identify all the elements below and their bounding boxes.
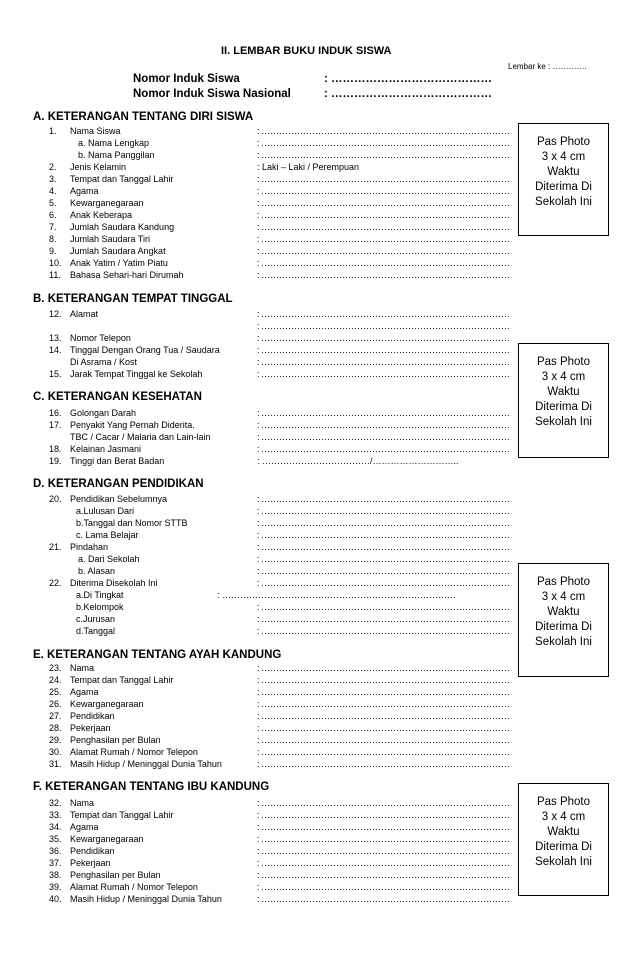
field-label: Penghasilan per Bulan [70, 735, 161, 745]
field-row: 16. Golongan Darah : …………………………………………………………………………………………………………………… [0, 408, 638, 419]
field-label: Jumlah Saudara Tiri [70, 234, 151, 244]
field-label: Kewarganegaraan [70, 198, 144, 208]
fill-line[interactable] [261, 432, 511, 443]
fill-line[interactable] [261, 602, 511, 613]
field-label: Alamat [70, 309, 99, 319]
fill-line[interactable] [261, 345, 511, 356]
field-label: c. Lama Belajar [76, 530, 139, 540]
fill-line[interactable] [261, 723, 511, 734]
field-row: 19. Tinggi dan Berat Badan : ………………………………/……………………….. [49, 456, 459, 466]
field-row: : …………………………………………………………………………………………………………………… [0, 321, 638, 332]
field-row: c.Jurusan : …………………………………………………………………………………………………………………… [0, 614, 638, 625]
fill-line[interactable] [261, 759, 511, 770]
field-row: 4. Agama : …………………………………………………………………………………………………………………… [0, 186, 638, 197]
field-label: Agama [70, 687, 99, 697]
field-row: 40. Masih Hidup / Meninggal Dunia Tahun : …………………………………………………………………………………………………………………… [0, 894, 638, 905]
field-row: 5. Kewarganegaraan : …………………………………………………………………………………………………………………… [0, 198, 638, 209]
field-row: 33. Tempat dan Tanggal Lahir : …………………………………………………………………………………………………………………… [0, 810, 638, 821]
field-row: 30. Alamat Rumah / Nomor Telepon : …………………………………………………………………………………………………………………… [0, 747, 638, 758]
fill-line[interactable] [261, 408, 511, 419]
field-label: Tempat dan Tanggal Lahir [70, 810, 174, 820]
grade-level-line[interactable]: : …………………………………………………………………… [217, 590, 457, 600]
field-label: Tinggal Dengan Orang Tua / Saudara [70, 345, 220, 355]
fill-line[interactable] [261, 494, 511, 505]
fill-line[interactable] [261, 834, 511, 845]
fill-line[interactable] [261, 444, 511, 455]
sheet-number-label: Lembar ke : …………. [508, 62, 587, 71]
section-c-heading: C. KETERANGAN KESEHATAN [33, 391, 202, 403]
field-label: Anak Keberapa [70, 210, 133, 220]
field-row: Di Asrama / Kost : …………………………………………………………………………………………………………………… [0, 357, 638, 368]
field-label: Diterima Disekolah Ini [70, 578, 158, 588]
field-label: Anak Yatim / Yatim Piatu [70, 258, 168, 268]
fill-line[interactable] [261, 870, 511, 881]
field-label: Kewarganegaraan [70, 699, 144, 709]
field-label: Pekerjaan [70, 723, 111, 733]
field-label: Jumlah Saudara Angkat [70, 246, 166, 256]
field-label: Pendidikan [70, 711, 115, 721]
field-label: Alamat Rumah / Nomor Telepon [70, 882, 198, 892]
fill-line[interactable] [261, 747, 511, 758]
section-b-heading: B. KETERANGAN TEMPAT TINGGAL [33, 293, 233, 305]
fill-line[interactable] [261, 333, 511, 344]
fill-line[interactable] [261, 357, 511, 368]
field-label: Penyakit Yang Pernah Diderita. [70, 420, 195, 430]
field-label: c.Jurusan [76, 614, 116, 624]
field-row: 31. Masih Hidup / Meninggal Dunia Tahun : …………………………………………………………………………………………………………………… [0, 759, 638, 770]
nis-label: Nomor Induk Siswa [133, 73, 240, 85]
field-row: b. Nama Panggilan : …………………………………………………………………………………………………………………… [0, 150, 638, 161]
field-row: 26. Kewarganegaraan : …………………………………………………………………………………………………………………… [0, 699, 638, 710]
fill-line[interactable] [261, 309, 511, 320]
field-row: a. Nama Lengkap : …………………………………………………………………………………………………………………… [0, 138, 638, 149]
fill-line[interactable] [261, 369, 511, 380]
fill-line[interactable] [261, 420, 511, 431]
field-label: Masih Hidup / Meninggal Dunia Tahun [70, 759, 222, 769]
section-a-heading: A. KETERANGAN TENTANG DIRI SISWA [33, 111, 254, 123]
fill-line[interactable] [261, 126, 511, 137]
fill-line[interactable] [261, 258, 511, 269]
field-row: b.Tanggal dan Nomor STTB : …………………………………………………………………………………………………………………… [0, 518, 638, 529]
page-title: II. LEMBAR BUKU INDUK SISWA [221, 45, 392, 57]
fill-line[interactable] [261, 894, 511, 905]
field-row: 3. Tempat dan Tanggal Lahir : …………………………………………………………………………………………………………………… [0, 174, 638, 185]
section-d-heading: D. KETERANGAN PENDIDIKAN [33, 478, 204, 490]
section-f-heading: F. KETERANGAN TENTANG IBU KANDUNG [33, 781, 270, 793]
field-label: d.Tanggal [76, 626, 116, 636]
field-row: 15. Jarak Tempat Tinggal ke Sekolah : …………………………………………………………………………………………………………………… [0, 369, 638, 380]
field-row: 13. Nomor Telepon : …………………………………………………………………………………………………………………… [0, 333, 638, 344]
fill-line[interactable] [261, 554, 511, 565]
field-row: 18. Kelainan Jasmani : …………………………………………………………………………………………………………………… [0, 444, 638, 455]
field-row: 28. Pekerjaan : …………………………………………………………………………………………………………………… [0, 723, 638, 734]
field-row: 25. Agama : …………………………………………………………………………………………………………………… [0, 687, 638, 698]
field-label: b. Alasan [78, 566, 116, 576]
field-label: Penghasilan per Bulan [70, 870, 161, 880]
fill-line[interactable] [261, 321, 511, 332]
field-label: Pindahan [70, 542, 109, 552]
field-row: a. Dari Sekolah : …………………………………………………………………………………………………………………… [0, 554, 638, 565]
field-row: 8. Jumlah Saudara Tiri : …………………………………………………………………………………………………………………… [0, 234, 638, 245]
field-label: b.Kelompok [76, 602, 124, 612]
field-label: TBC / Cacar / Malaria dan Lain-lain [70, 432, 211, 442]
fill-line[interactable] [261, 858, 511, 869]
field-row: d.Tanggal : …………………………………………………………………………………………………………………… [0, 626, 638, 637]
fill-line[interactable] [261, 234, 511, 245]
field-row: 37. Pekerjaan : …………………………………………………………………………………………………………………… [0, 858, 638, 869]
photo-box[interactable]: Pas Photo 3 x 4 cm Waktu Diterima Di Sekolah Ini [518, 563, 609, 677]
fill-line[interactable] [261, 675, 511, 686]
fill-line[interactable] [261, 846, 511, 857]
field-row: b.Kelompok : …………………………………………………………………………………………………………………… [0, 602, 638, 613]
field-label: a. Nama Lengkap [78, 138, 150, 148]
fill-line[interactable] [261, 518, 511, 529]
fill-line[interactable] [261, 687, 511, 698]
fill-line[interactable] [261, 210, 511, 221]
fill-line[interactable] [261, 882, 511, 893]
field-label: Tinggi dan Berat Badan [70, 456, 165, 466]
field-row: 2. Jenis Kelamin : Laki – Laki / Perempuan [49, 162, 360, 172]
fill-line[interactable] [261, 138, 511, 149]
field-row: 39. Alamat Rumah / Nomor Telepon : …………………………………………………………………………………………………………………… [0, 882, 638, 893]
field-row: 38. Penghasilan per Bulan : …………………………………………………………………………………………………………………… [0, 870, 638, 881]
field-label: b.Tanggal dan Nomor STTB [76, 518, 188, 528]
field-row: 24. Tempat dan Tanggal Lahir : …………………………………………………………………………………………………………………… [0, 675, 638, 686]
field-label: Di Asrama / Kost [70, 357, 138, 367]
field-row: 11. Bahasa Sehari-hari Dirumah : …………………………………………………………………………………………………………………… [0, 270, 638, 281]
field-row: 32. Nama : …………………………………………………………………………………………………………………… [0, 798, 638, 809]
fill-line[interactable] [261, 222, 511, 233]
field-label: a.Lulusan Dari [76, 506, 135, 516]
fill-line[interactable] [261, 530, 511, 541]
field-row: 34. Agama : …………………………………………………………………………………………………………………… [0, 822, 638, 833]
fill-line[interactable] [261, 246, 511, 257]
field-label: Alamat Rumah / Nomor Telepon [70, 747, 198, 757]
field-row: 27. Pendidikan : …………………………………………………………………………………………………………………… [0, 711, 638, 722]
field-row: 20. Pendidikan Sebelumnya : …………………………………………………………………………………………………………………… [0, 494, 638, 505]
field-label: b. Nama Panggilan [78, 150, 155, 160]
fill-line[interactable] [261, 186, 511, 197]
field-label: Bahasa Sehari-hari Dirumah [70, 270, 184, 280]
field-row: 29. Penghasilan per Bulan : …………………………………………………………………………………………………………………… [0, 735, 638, 746]
fill-line[interactable] [261, 822, 511, 833]
fill-line[interactable] [261, 506, 511, 517]
fill-line[interactable] [261, 150, 511, 161]
fill-line[interactable] [261, 735, 511, 746]
field-row: 22. Diterima Disekolah Ini : …………………………………………………………………………………………………………………… [0, 578, 638, 589]
fill-line[interactable] [261, 699, 511, 710]
field-row: 10. Anak Yatim / Yatim Piatu : …………………………………………………………………………………………………………………… [0, 258, 638, 269]
field-label: Agama [70, 822, 99, 832]
field-label: Jumlah Saudara Kandung [70, 222, 175, 232]
field-label: Pekerjaan [70, 858, 111, 868]
photo-box[interactable]: Pas Photo 3 x 4 cm Waktu Diterima Di Sekolah Ini [518, 123, 609, 236]
field-label: Agama [70, 186, 99, 196]
nis-value[interactable]: : …………………………………… [324, 73, 493, 85]
field-row: 17. Penyakit Yang Pernah Diderita. : …………………………………………………………………………………………………………………… [0, 420, 638, 431]
photo-box[interactable]: Pas Photo 3 x 4 cm Waktu Diterima Di Sekolah Ini [518, 343, 609, 458]
fill-line[interactable] [261, 626, 511, 637]
field-row: 9. Jumlah Saudara Angkat : …………………………………………………………………………………………………………………… [0, 246, 638, 257]
field-row: 12. Alamat : …………………………………………………………………………………………………………………… [0, 309, 638, 320]
fill-line[interactable] [261, 542, 511, 553]
photo-box[interactable]: Pas Photo 3 x 4 cm Waktu Diterima Di Sekolah Ini [518, 783, 609, 896]
height-weight-line[interactable]: : ………………………………/……………………….. [257, 456, 459, 466]
fill-line[interactable] [261, 614, 511, 625]
field-row: 35. Kewarganegaraan : …………………………………………………………………………………………………………………… [0, 834, 638, 845]
fill-line[interactable] [261, 270, 511, 281]
field-label: Nama [70, 663, 95, 673]
field-row: a.Lulusan Dari : …………………………………………………………………………………………………………………… [0, 506, 638, 517]
field-label: Nama [70, 798, 95, 808]
field-row: c. Lama Belajar : …………………………………………………………………………………………………………………… [0, 530, 638, 541]
fill-line[interactable] [261, 798, 511, 809]
fill-line[interactable] [261, 174, 511, 185]
field-label: Kelainan Jasmani [70, 444, 142, 454]
field-row: 14. Tinggal Dengan Orang Tua / Saudara : …………………………………………………………………………………………………………………… [0, 345, 638, 356]
fill-line[interactable] [261, 578, 511, 589]
fill-line[interactable] [261, 566, 511, 577]
field-label: Nama Siswa [70, 126, 121, 136]
field-label: a. Dari Sekolah [78, 554, 140, 564]
field-row: 21. Pindahan : …………………………………………………………………………………………………………………… [0, 542, 638, 553]
field-label: Jenis Kelamin [70, 162, 127, 172]
fill-line[interactable] [261, 663, 511, 674]
field-row: 36. Pendidikan : …………………………………………………………………………………………………………………… [0, 846, 638, 857]
field-label: Pendidikan [70, 846, 115, 856]
field-row: b. Alasan : …………………………………………………………………………………………………………………… [0, 566, 638, 577]
field-label: Masih Hidup / Meninggal Dunia Tahun [70, 894, 222, 904]
field-label: Tempat dan Tanggal Lahir [70, 174, 174, 184]
fill-line[interactable] [261, 810, 511, 821]
field-label: Golongan Darah [70, 408, 137, 418]
field-label: Kewarganegaraan [70, 834, 144, 844]
fill-line[interactable] [261, 711, 511, 722]
field-label: Pendidikan Sebelumnya [70, 494, 168, 504]
field-row: 7. Jumlah Saudara Kandung : …………………………………………………………………………………………………………………… [0, 222, 638, 233]
field-row: TBC / Cacar / Malaria dan Lain-lain : …………………………………………………………………………………………………………………… [0, 432, 638, 443]
nisn-label: Nomor Induk Siswa Nasional [133, 88, 291, 100]
field-row: 23. Nama : …………………………………………………………………………………………………………………… [0, 663, 638, 674]
field-label: Nomor Telepon [70, 333, 131, 343]
field-row: 1. Nama Siswa : …………………………………………………………………………………………………………………… [0, 126, 638, 137]
field-label: a.Di Tingkat [76, 590, 124, 600]
fill-line[interactable] [261, 198, 511, 209]
gender-option[interactable]: : Laki – Laki / Perempuan [257, 162, 360, 172]
field-row: 6. Anak Keberapa : …………………………………………………………………………………………………………………… [0, 210, 638, 221]
nisn-value[interactable]: : …………………………………… [324, 88, 493, 100]
section-e-heading: E. KETERANGAN TENTANG AYAH KANDUNG [33, 649, 282, 661]
field-label: Jarak Tempat Tinggal ke Sekolah [70, 369, 203, 379]
field-label: Tempat dan Tanggal Lahir [70, 675, 174, 685]
